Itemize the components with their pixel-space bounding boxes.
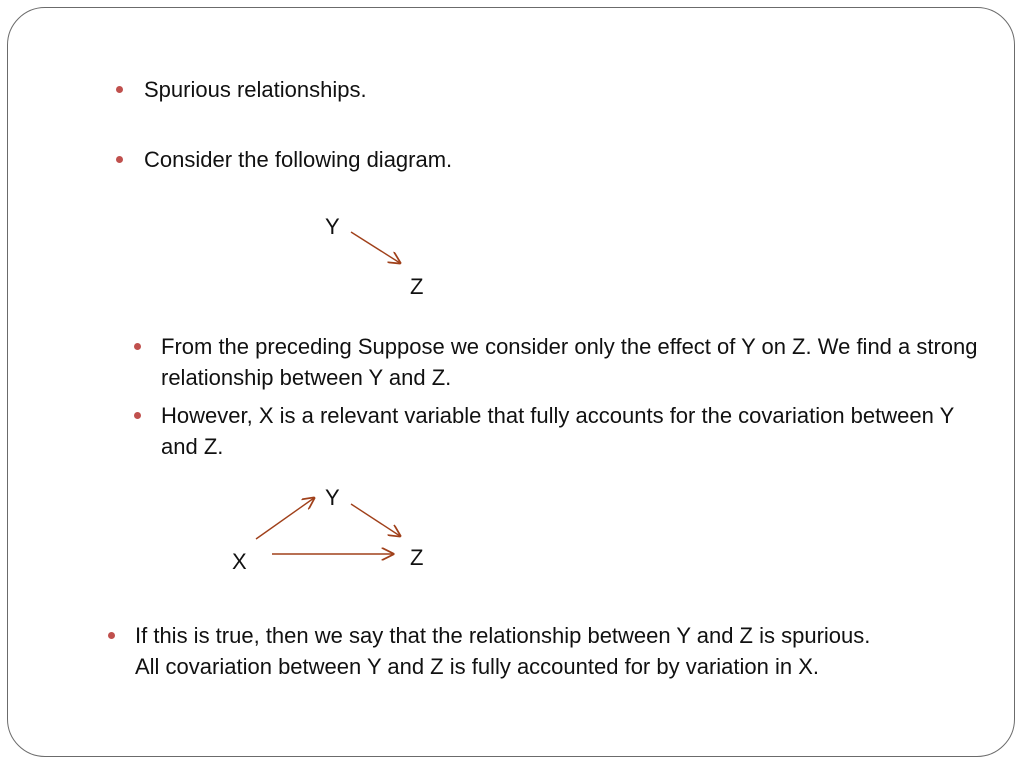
diagram2-y-label: Y: [325, 485, 340, 510]
sub-bullet-effect-y-on-z: From the preceding Suppose we consider only the effect of Y on Z. We find a strong relationship between Y and Z.: [161, 334, 978, 390]
bullet-spurious-conclusion: If this is true, then we say that the relationship between Y and Z is spurious. All covariation between Y and Z is fully accounted for by variation in X.: [135, 623, 871, 679]
diagram2-z-label: Z: [410, 545, 424, 570]
diagram1-z-label: Z: [410, 274, 424, 299]
arrow-y-to-z-diagram2: [351, 504, 400, 536]
bullet-spurious-relationships: Spurious relationships.: [144, 77, 367, 102]
diagram2-x-label: X: [232, 549, 247, 574]
arrow-x-to-y-diagram2: [256, 498, 314, 539]
arrow-y-to-z-diagram1: [351, 232, 400, 263]
bullet-consider-diagram: Consider the following diagram.: [144, 147, 453, 172]
sub-bullet-x-relevant-variable: However, X is a relevant variable that fully accounts for the covariation between Y and Z.: [161, 403, 954, 459]
diagram1-y-label: Y: [325, 214, 340, 239]
